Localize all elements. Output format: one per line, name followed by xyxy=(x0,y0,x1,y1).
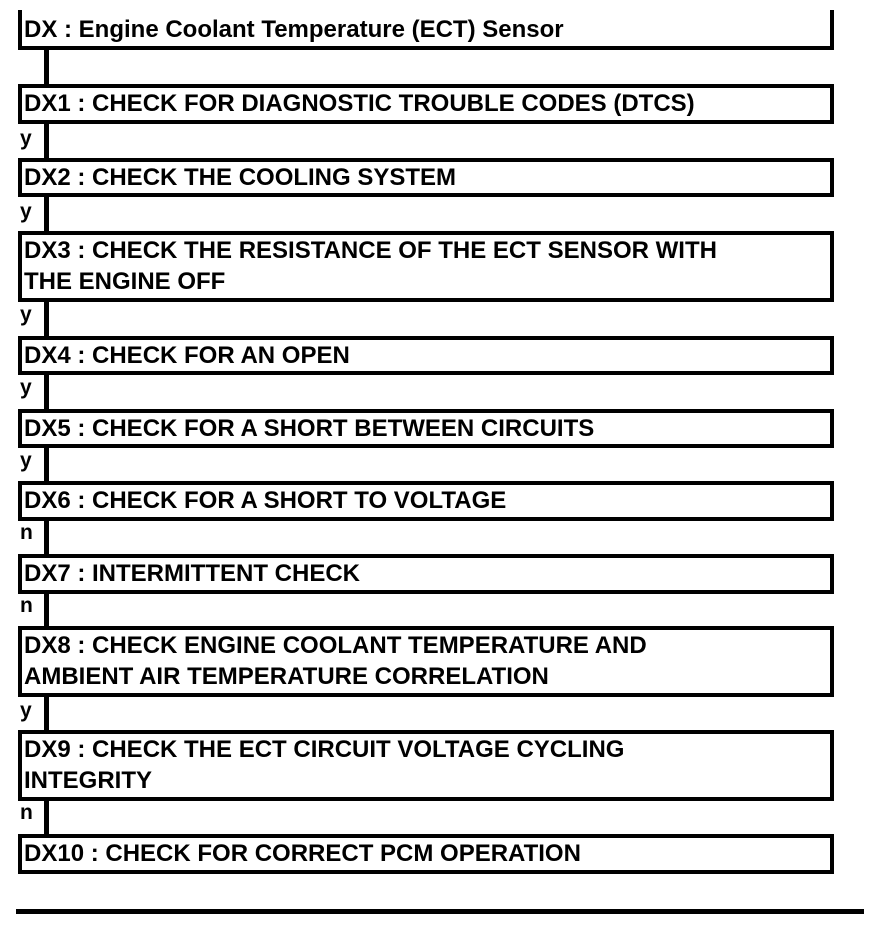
branch-label-dx9: n xyxy=(20,801,33,824)
step-dx2 xyxy=(18,158,834,197)
step-dx7 xyxy=(18,554,834,594)
connector-dx6-dx7 xyxy=(44,521,49,554)
branch-label-dx4: y xyxy=(20,376,32,399)
connector-dx2-dx3 xyxy=(44,197,49,231)
connector-dx9-dx10 xyxy=(44,801,49,834)
connector-title-dx1 xyxy=(44,50,49,84)
branch-label-dx2: y xyxy=(20,200,32,223)
step-dx5-label: DX5 : CHECK FOR A SHORT BETWEEN CIRCUITS xyxy=(24,415,595,442)
branch-label-dx5: y xyxy=(20,449,32,472)
connector-dx8-dx9 xyxy=(44,697,49,730)
step-dx10-label: DX10 : CHECK FOR CORRECT PCM OPERATION xyxy=(24,840,581,867)
branch-label-dx3: y xyxy=(20,303,32,326)
branch-label-dx7: n xyxy=(20,594,33,617)
step-dx9-label: DX9 : CHECK THE ECT CIRCUIT VOLTAGE CYCLING INTEGRITY xyxy=(24,736,625,794)
step-dx1-label: DX1 : CHECK FOR DIAGNOSTIC TROUBLE CODES (DTCS) xyxy=(24,90,695,117)
step-dx3 xyxy=(18,231,834,302)
connector-dx5-dx6 xyxy=(44,448,49,481)
step-dx4-label: DX4 : CHECK FOR AN OPEN xyxy=(24,342,350,369)
step-dx8-label: DX8 : CHECK ENGINE COOLANT TEMPERATURE AND AMBIENT AIR TEMPERATURE CORRELATION xyxy=(24,632,647,690)
step-dx2-label: DX2 : CHECK THE COOLING SYSTEM xyxy=(24,164,457,191)
step-dx6-label: DX6 : CHECK FOR A SHORT TO VOLTAGE xyxy=(24,487,507,514)
step-dx10 xyxy=(18,834,834,874)
connector-dx3-dx4 xyxy=(44,302,49,336)
flowchart-title-box xyxy=(18,10,834,50)
step-dx5 xyxy=(18,409,834,448)
step-dx6 xyxy=(18,481,834,521)
footer-divider xyxy=(16,909,864,914)
step-dx1 xyxy=(18,84,834,124)
branch-label-dx6: n xyxy=(20,521,33,544)
connector-dx1-dx2 xyxy=(44,124,49,158)
connector-dx7-dx8 xyxy=(44,594,49,626)
connector-dx4-dx5 xyxy=(44,375,49,409)
step-dx9 xyxy=(18,730,834,801)
step-dx4 xyxy=(18,336,834,375)
branch-label-dx1: y xyxy=(20,127,32,150)
step-dx3-label: DX3 : CHECK THE RESISTANCE OF THE ECT SENSOR WITH THE ENGINE OFF xyxy=(24,237,717,295)
step-dx7-label: DX7 : INTERMITTENT CHECK xyxy=(24,560,360,587)
flowchart-title: DX : Engine Coolant Temperature (ECT) Sensor xyxy=(24,16,564,43)
branch-label-dx8: y xyxy=(20,699,32,722)
step-dx8 xyxy=(18,626,834,697)
